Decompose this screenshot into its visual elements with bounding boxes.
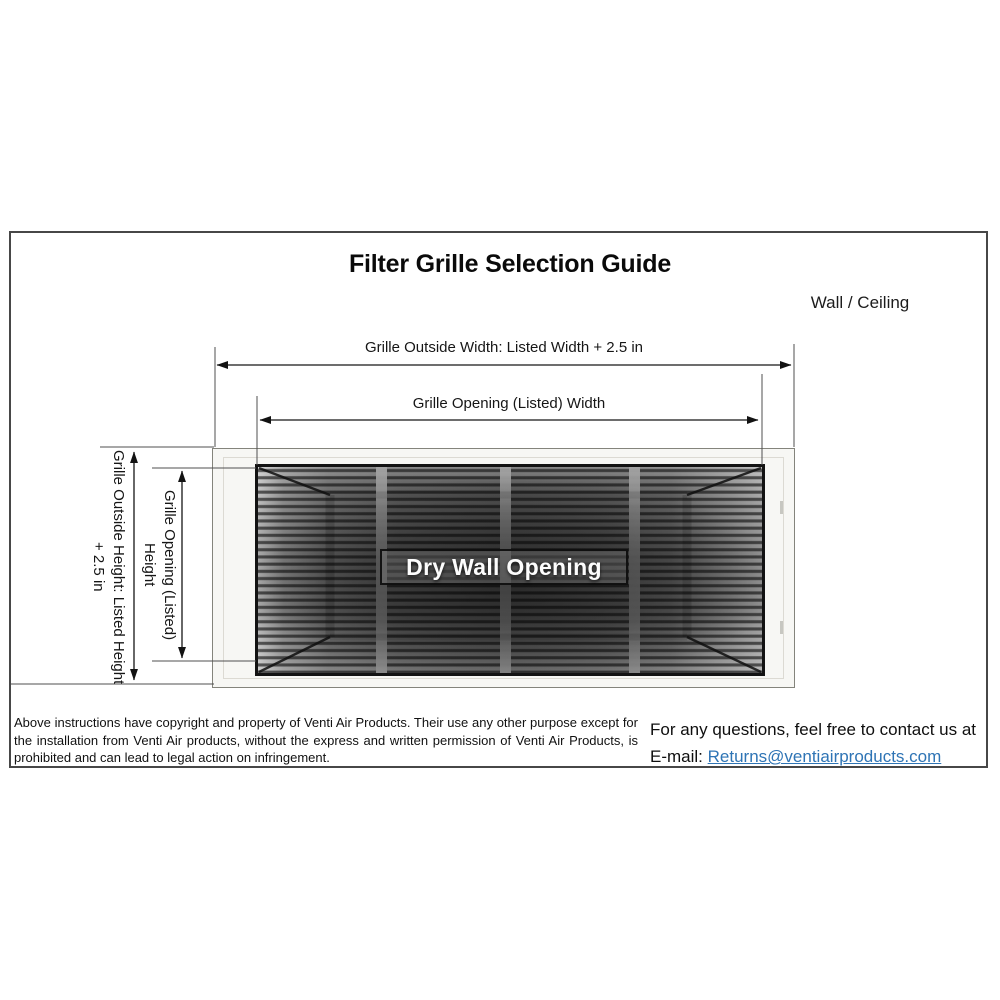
contact-line: For any questions, feel free to contact us at bbox=[650, 720, 977, 739]
grille-louvers bbox=[258, 467, 762, 673]
copyright-text: Above instructions have copyright and property of Venti Air Products. Their use any other purpose except for the installation from Venti Air products, without the express and written permission of Venti Air Products, is prohibited and can lead to legal action on infringement. bbox=[14, 715, 638, 765]
email-link[interactable]: Returns@ventiairproducts.com bbox=[707, 747, 942, 766]
drywall-opening-label: Dry Wall Opening bbox=[406, 553, 602, 580]
outer-width-dimension-label: Grille Outside Width: Listed Width + 2.5 in bbox=[364, 339, 644, 356]
page-title: Filter Grille Selection Guide bbox=[348, 250, 672, 278]
email-label: E-mail: bbox=[650, 747, 703, 766]
frame-screw-notch bbox=[780, 621, 783, 634]
inner-height-dimension-label: Grille Opening (Listed) Height bbox=[141, 489, 178, 641]
louvered-grille-illustration bbox=[255, 464, 765, 676]
email-line bbox=[650, 743, 990, 770]
frame-screw-notch bbox=[780, 501, 783, 514]
mount-type-label: Wall / Ceiling bbox=[810, 293, 910, 312]
drywall-opening-box bbox=[380, 549, 628, 585]
contact-block bbox=[650, 716, 990, 770]
outer-height-dimension-label: Grille Outside Height: Listed Height + 2.5 in bbox=[90, 449, 127, 685]
inner-width-dimension-label: Grille Opening (Listed) Width bbox=[412, 395, 606, 412]
